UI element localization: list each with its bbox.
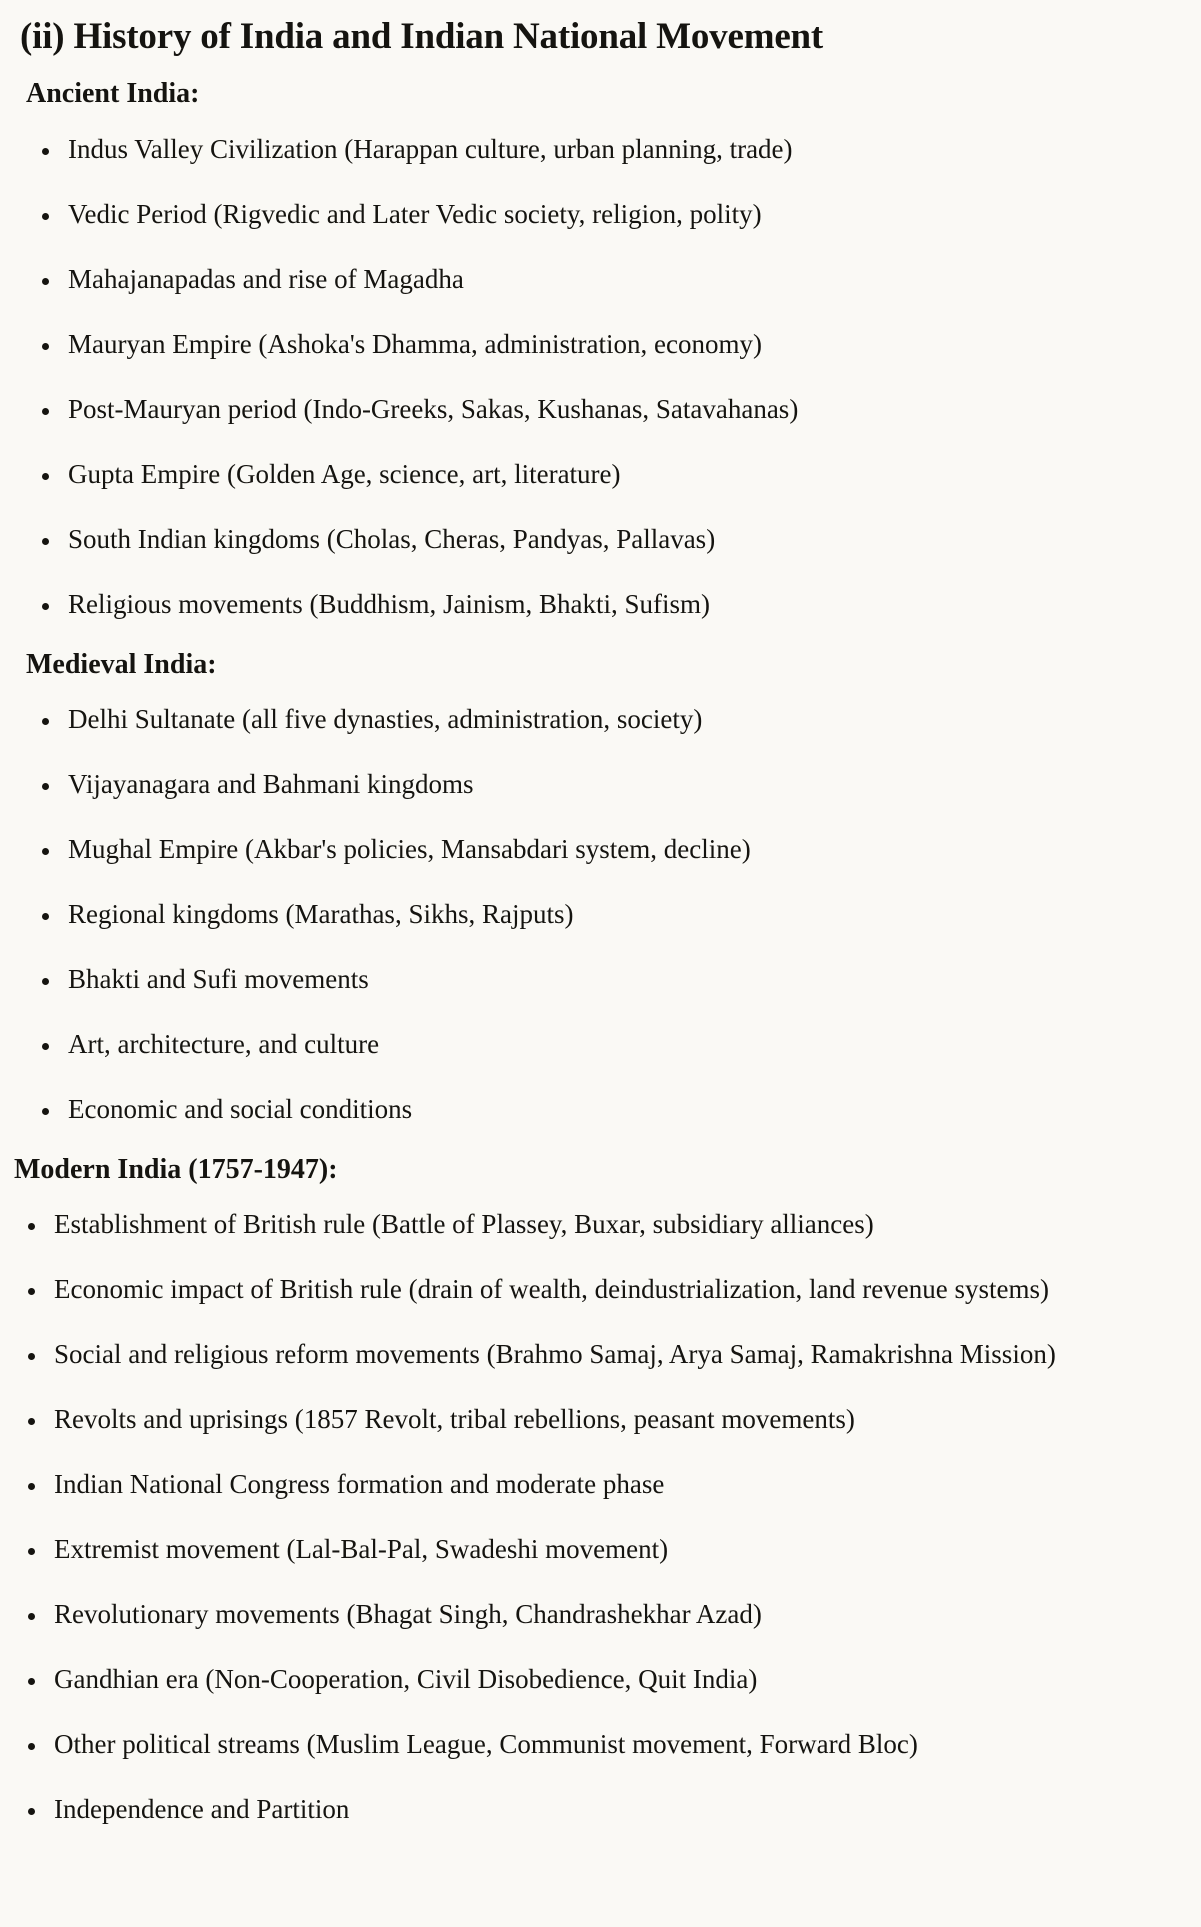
ancient-india-list bbox=[14, 127, 1181, 626]
list-item: • Gandhian era (Non-Cooperation, Civil Disobedience, Quit India) bbox=[48, 1657, 1059, 1701]
list-item: • Delhi Sultanate (all five dynasties, administration, society) bbox=[62, 697, 1073, 741]
section-ancient-india bbox=[14, 76, 1181, 625]
list-item: • Regional kingdoms (Marathas, Sikhs, Rajputs) bbox=[62, 892, 1073, 936]
list-item: • Other political streams (Muslim League, Communist movement, Forward Bloc) bbox=[48, 1722, 1059, 1766]
list-item: • Mughal Empire (Akbar's policies, Mansabdari system, decline) bbox=[62, 827, 1073, 871]
section-heading-ancient: Ancient India: bbox=[26, 78, 200, 110]
list-item: • Vijayanagara and Bahmani kingdoms bbox=[62, 762, 1073, 806]
list-item: • Mahajanapadas and rise of Magadha bbox=[62, 257, 1073, 301]
list-item: • Religious movements (Buddhism, Jainism, Bhakti, Sufism) bbox=[62, 582, 1073, 626]
list-item: • Economic and social conditions bbox=[62, 1087, 1073, 1131]
list-item: • Independence and Partition bbox=[48, 1787, 1059, 1831]
list-item: • Economic impact of British rule (drain of wealth, deindustrialization, land revenue systems) bbox=[48, 1267, 1059, 1311]
list-item: • Revolts and uprisings (1857 Revolt, tribal rebellions, peasant movements) bbox=[48, 1397, 1059, 1441]
list-item: • South Indian kingdoms (Cholas, Cheras, Pandyas, Pallavas) bbox=[62, 517, 1073, 561]
list-item: • Establishment of British rule (Battle of Plassey, Buxar, subsidiary alliances) bbox=[48, 1202, 1059, 1246]
list-item: • Post-Mauryan period (Indo-Greeks, Sakas, Kushanas, Satavahanas) bbox=[62, 387, 1073, 431]
section-heading-modern: Modern India (1757-1947): bbox=[14, 1154, 338, 1186]
page-title: (ii) History of India and Indian National Movement bbox=[20, 16, 824, 57]
section-modern-india bbox=[14, 1152, 1181, 1831]
section-medieval-india bbox=[14, 647, 1181, 1131]
list-item: • Indian National Congress formation and moderate phase bbox=[48, 1462, 1059, 1506]
modern-india-list bbox=[14, 1202, 1181, 1831]
list-item: • Mauryan Empire (Ashoka's Dhamma, administration, economy) bbox=[62, 322, 1073, 366]
section-heading-medieval: Medieval India: bbox=[26, 648, 217, 680]
list-item: • Vedic Period (Rigvedic and Later Vedic society, religion, polity) bbox=[62, 192, 1073, 236]
list-item: • Revolutionary movements (Bhagat Singh, Chandrashekhar Azad) bbox=[48, 1592, 1059, 1636]
list-item: • Bhakti and Sufi movements bbox=[62, 957, 1073, 1001]
list-item: • Art, architecture, and culture bbox=[62, 1022, 1073, 1066]
list-item: • Extremist movement (Lal-Bal-Pal, Swadeshi movement) bbox=[48, 1527, 1059, 1571]
medieval-india-list bbox=[14, 697, 1181, 1131]
list-item: • Social and religious reform movements (Brahmo Samaj, Arya Samaj, Ramakrishna Mission) bbox=[48, 1332, 1059, 1376]
list-item: • Gupta Empire (Golden Age, science, art, literature) bbox=[62, 452, 1073, 496]
list-item: • Indus Valley Civilization (Harappan culture, urban planning, trade) bbox=[62, 127, 1073, 171]
